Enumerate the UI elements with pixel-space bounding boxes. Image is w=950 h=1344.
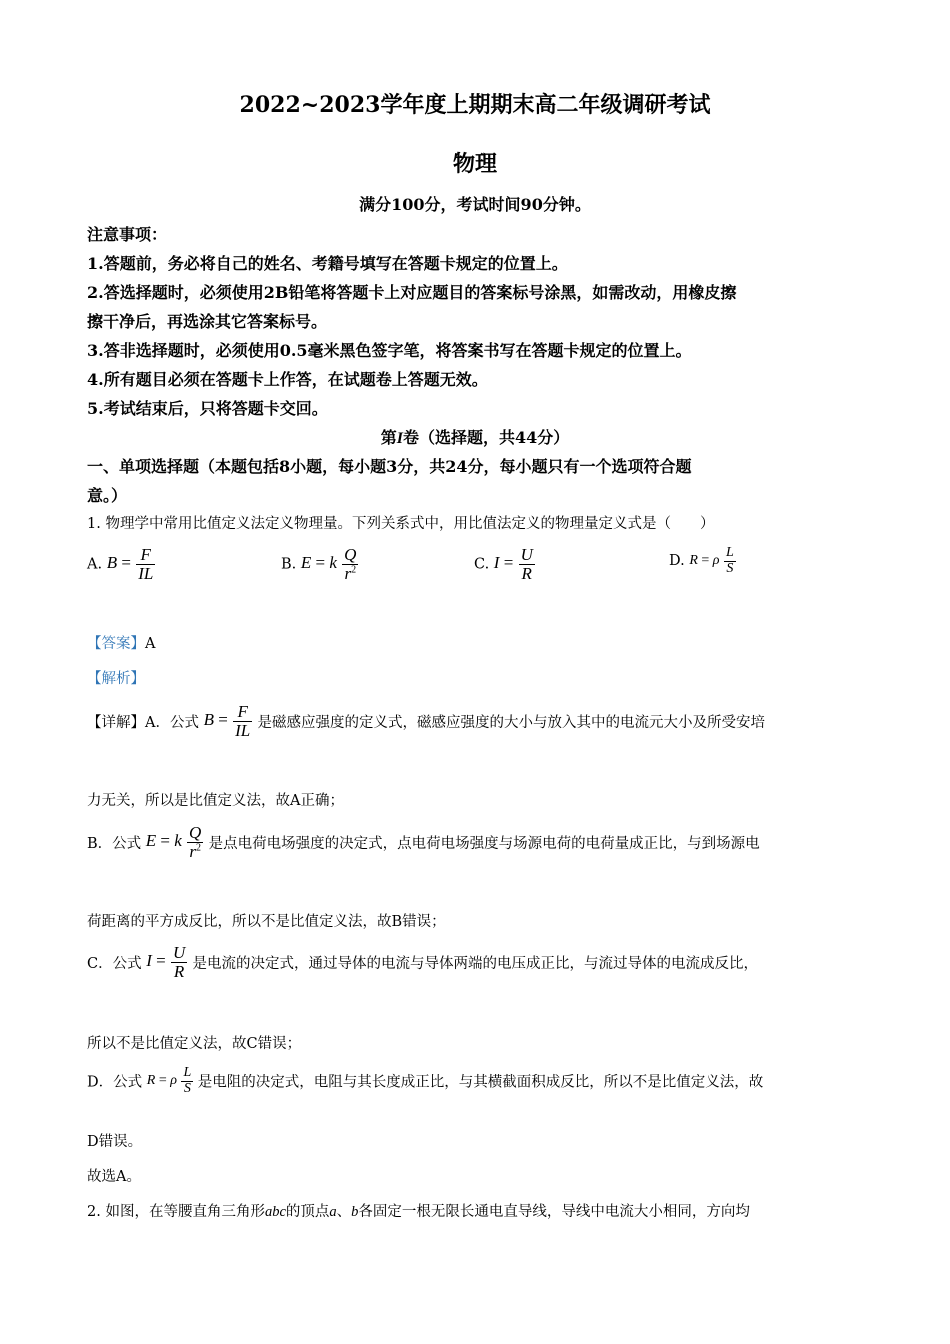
detail-d: D．公式 R = ρ $\frac{L}{S}$ 是电阻的决定式，电阻与其长度成正比，与其横截面积成反比，所以不是比值定义法，故 [87,1065,764,1096]
option-b-formula: E = k $\frac{Q}{r^2}$ [300,545,357,583]
section-one-heading: 一、单项选择题（本题包括8小题，每小题3分，共24分，每小题只有一个选项符合题 [87,457,692,476]
score-time: 满分100分，考试时间90分钟。 [359,195,591,214]
question-2-stem: 2. 如图，在等腰直角三角形abc的顶点a、b各固定一根无限长通电直导线，导线中电流大小相同，方向均 [87,1204,750,1220]
detail-d-cont: D错误。 [87,1134,143,1150]
option-c-fraction: $\frac{U}{R}$ [520,545,533,583]
notice-item-1: 1.答题前，务必将自己的姓名、考籍号填写在答题卡规定的位置上。 [87,254,568,273]
detail-a-formula: B = $\frac{F}{IL}$ [203,702,251,740]
option-c-formula: I = $\frac{U}{R}$ [493,545,533,583]
detail-c-cont: 所以不是比值定义法，故C错误； [87,1036,302,1052]
detail-b-cont: 荷距离的平方成反比，所以不是比值定义法，故B错误； [87,914,446,930]
notice-item-5: 5.考试结束后，只将答题卡交回。 [87,399,328,418]
analysis-tag: 【解析】 [87,671,145,687]
exam-title: 2022~2023学年度上期期末高二年级调研考试 [239,92,711,118]
option-d-fraction: $\frac{L}{S}$ [726,545,734,576]
question-1-stem: 1. 物理学中常用比值定义法定义物理量。下列关系式中，用比值法定义的物理量定义式是（ ） [87,516,715,532]
detail-b: B．公式 E = k $\frac{Q}{r^2}$ 是点电荷电场强度的决定式，点电荷电场强度与场源电荷的电荷量成正比，与到场源电 [87,823,760,861]
answer-value: A [145,636,156,652]
notice-heading: 注意事项： [87,225,168,244]
notice-item-4: 4.所有题目必须在答题卡上作答，在试题卷上答题无效。 [87,370,488,389]
option-d-formula: R = ρ $\frac{L}{S}$ [689,545,734,576]
notice-item-3: 3.答非选择题时，必须使用0.5毫米黑色签字笔，将答案书写在答题卡规定的位置上。 [87,341,692,360]
part-one-heading: 第I卷（选择题，共44分） [380,428,570,447]
detail-a-cont: 力无关，所以是比值定义法，故A正确； [87,793,344,809]
detail-c-formula: I = $\frac{U}{R}$ [146,943,186,981]
option-a-formula: B = $\frac{F}{IL}$ [106,545,154,583]
option-b: B. E = k $\frac{Q}{r^2}$ [281,546,359,583]
notice-item-2-cont: 擦干净后，再选涂其它答案标号。 [87,312,328,331]
option-d: D. R = ρ $\frac{L}{S}$ [669,546,737,576]
answer-tag: 【答案】 [87,636,145,652]
section-one-heading-cont: 意。） [87,486,128,505]
detail-d-formula: R = ρ $\frac{L}{S}$ [146,1065,192,1096]
detail-c: C．公式 I = $\frac{U}{R}$ 是电流的决定式，通过导体的电流与导体两端的电压成正比，与流过导体的电流成反比， [87,943,759,981]
option-a: A. B = $\frac{F}{IL}$ [87,546,156,583]
option-c: C. I = $\frac{U}{R}$ [474,546,536,583]
answer-line [87,632,155,653]
subject-title: 物理 [452,151,497,177]
detail-a: 【详解】A．公式 B = $\frac{F}{IL}$ 是磁感应强度的定义式，磁感应强度的大小与放入其中的电流元大小及所受安培 [87,702,765,740]
option-a-fraction: $\frac{F}{IL}$ [138,545,154,583]
detail-b-formula: E = k $\frac{Q}{r^2}$ [145,823,202,861]
conclusion: 故选A。 [87,1169,141,1185]
option-b-fraction: $\frac{Q}{r^2}$ [344,545,357,583]
notice-item-2: 2.答选择题时，必须使用2B铅笔将答题卡上对应题目的答案标号涂黑，如需改动，用橡皮擦 [87,283,737,302]
